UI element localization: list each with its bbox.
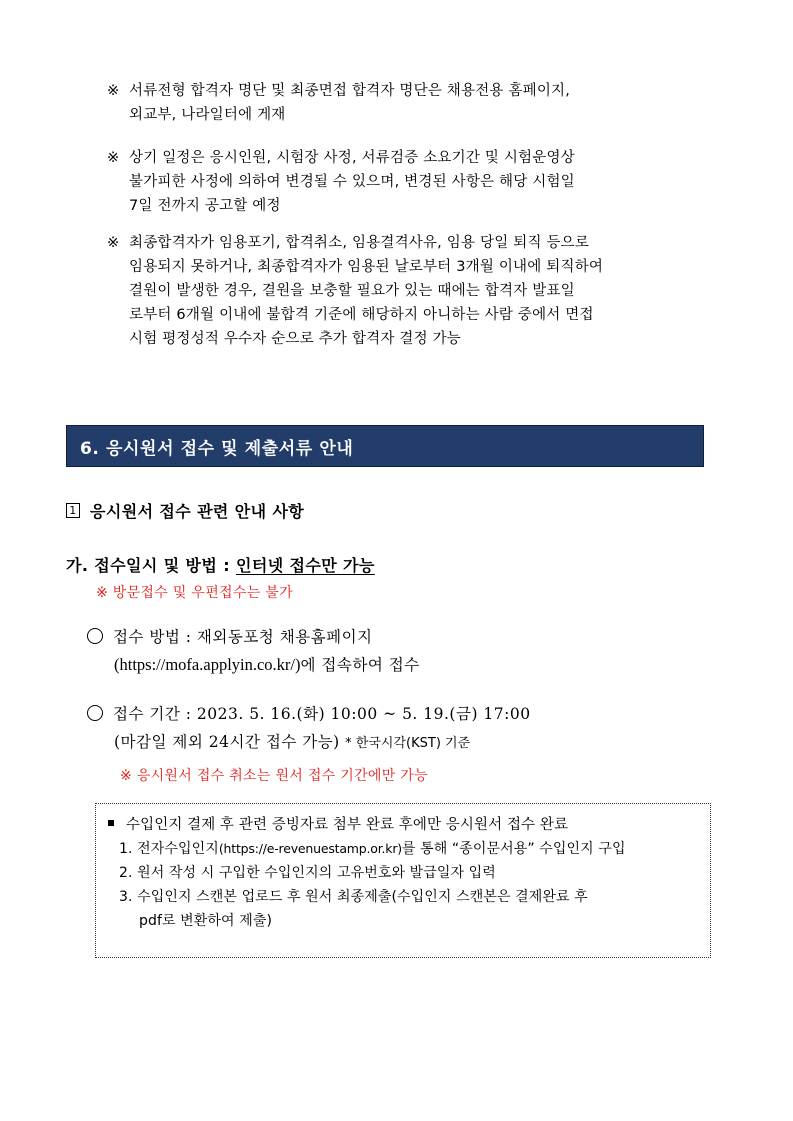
revenue-stamp-notice-box	[95, 803, 711, 958]
square-bullet-icon	[108, 820, 114, 826]
subsection-number-box: 1	[66, 503, 80, 518]
note-additional-pass: ※ 최종합격자가 임용포기, 합격취소, 임용결격사유, 임용 당일 퇴직 등으로 임용되지 못하거나, 최종합격자가 임용된 날로부터 3개월 이내에 퇴직하여 결원이 발생한 경우, 결원을 보충할 필요가 있는 때에는 합격자 발표일 로부터 6개월 이내에 불합격 기준에 해당하지 아니하는 사람 중에서 면접 시험 평정성적 우수자 순으로 추가 합격자 결정 가능	[107, 235, 604, 347]
note-posting-results: ※ 서류전형 합격자 명단 및 최종면접 합격자 명단은 채용전용 홈페이지, 외교부, 나라일터에 게재	[107, 83, 571, 123]
cancel-period-note: ※ 응시원서 접수 취소는 원서 접수 기간에만 가능	[120, 768, 428, 784]
receipt-method-item: 접수 방법 : 재외동포청 채용홈페이지 (https://mofa.applyin.co.kr/)에 접속하여 접수	[87, 623, 420, 679]
box-main-line: 수입인지 결제 후 관련 증빙자료 첨부 완료 후에만 응시원서 접수 완료	[108, 813, 710, 837]
application-site-link[interactable]: (https://mofa.applyin.co.kr/)	[114, 655, 301, 674]
receipt-period-item: 접수 기간 : 2023. 5. 16.(화) 10:00 ~ 5. 19.(금) 17:00 (마감일 제외 24시간 접수 가능) * 한국시각(KST) 기준	[87, 700, 531, 758]
box-item-3: 3. 수입인지 스캔본 업로드 후 원서 최종제출(수입인지 스캔본은 결제완료 후	[119, 889, 588, 905]
box-item-2: 2. 원서 작성 시 구입한 수입인지의 고유번호와 발급일자 입력	[119, 865, 496, 881]
note-schedule-change: ※ 상기 일정은 응시인원, 시험장 사정, 서류검증 소요기간 및 시험운영상 불가피한 사정에 의하여 변경될 수 있으며, 변경된 사항은 해당 시험일 7일 전까지 공고할 예정	[107, 150, 575, 214]
internet-only-text: 인터넷 접수만 가능	[235, 556, 375, 575]
subsection-title: 응시원서 접수 관련 안내 사항	[90, 502, 305, 521]
box-item-3-continued: pdf로 변환하여 제출)	[139, 913, 273, 929]
box-item-1: 1. 전자수입인지(https://e-revenuestamp.or.kr)를 통해 “종이문서용” 수입인지 구입	[119, 841, 626, 857]
circle-bullet-icon	[87, 628, 103, 644]
section-title-bar	[66, 425, 704, 467]
subsection-heading	[66, 499, 304, 522]
visit-not-allowed-note: ※ 방문접수 및 우편접수는 불가	[96, 585, 293, 601]
circle-bullet-icon	[87, 705, 103, 721]
section-title: 6. 응시원서 접수 및 제출서류 안내	[80, 438, 354, 459]
heading-receipt-method: 가. 접수일시 및 방법 : 인터넷 접수만 가능	[66, 556, 375, 575]
